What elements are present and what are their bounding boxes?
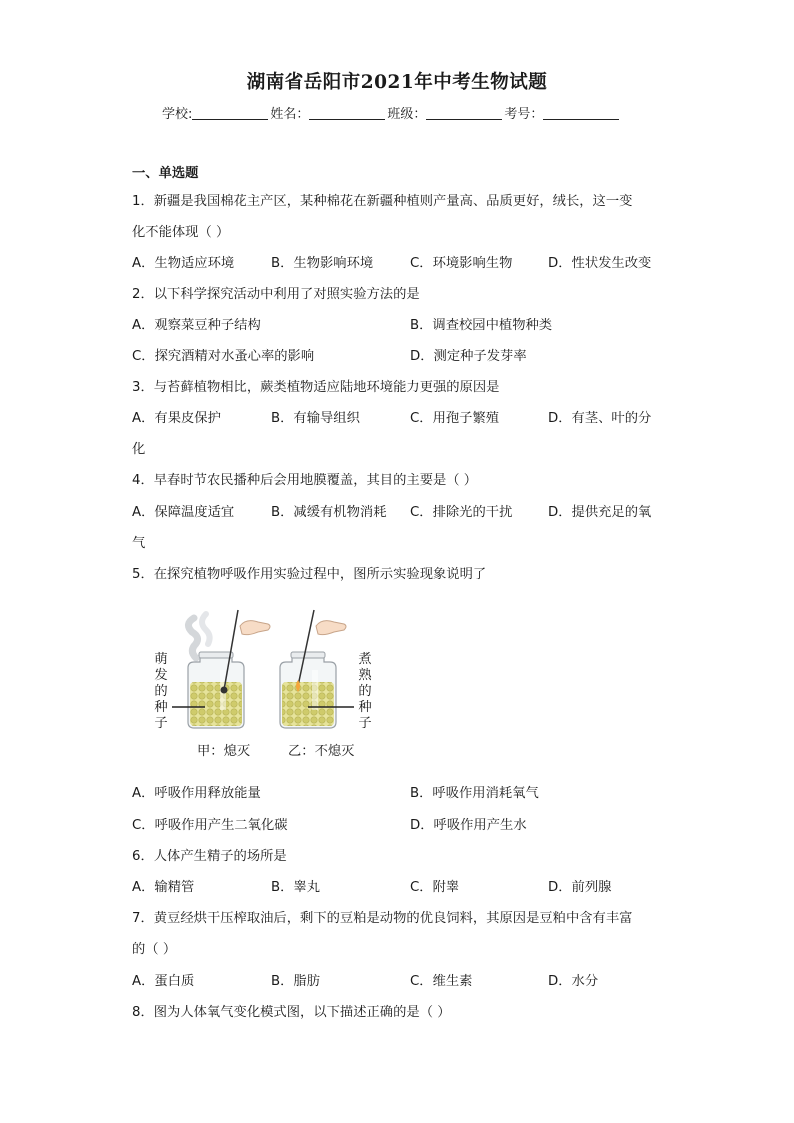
caption-yi: 乙：不熄灭 xyxy=(288,744,355,759)
smoke-icon xyxy=(188,614,209,658)
caption-jia: 甲：熄灭 xyxy=(197,744,251,759)
q3-option-c[interactable]: C．用孢子繁殖 xyxy=(410,411,500,426)
q6-option-c[interactable]: C．附睾 xyxy=(410,880,460,895)
boiled-seeds-label: 煮熟的种子 xyxy=(358,652,372,731)
question-5-text: 5．在探究植物呼吸作用实验过程中，图所示实验现象说明了 xyxy=(132,567,487,582)
question-7-text: 7．黄豆经烘干压榨取油后，剩下的豆粕是动物的优良饲料，其原因是豆粕中含有丰富 xyxy=(132,911,633,926)
question-1-text: 1．新疆是我国棉花主产区，某种棉花在新疆种植则产量高、品质更好，绒长，这一变 xyxy=(132,194,633,209)
q3-option-a[interactable]: A．有果皮保护 xyxy=(132,411,221,426)
q4-option-d[interactable]: D．提供充足的氧 xyxy=(548,505,652,520)
q7-option-b[interactable]: B．脂肪 xyxy=(271,974,321,989)
extinguished-tip xyxy=(221,687,228,694)
q3-option-d[interactable]: D．有茎、叶的分 xyxy=(548,411,652,426)
q3-option-d-wrap: 化 xyxy=(132,442,146,457)
id-field[interactable] xyxy=(543,107,619,120)
q4-option-c[interactable]: C．排除光的干扰 xyxy=(410,505,513,520)
q7-option-d[interactable]: D．水分 xyxy=(548,974,599,989)
q2-option-b[interactable]: B．调查校园中植物种类 xyxy=(410,318,553,333)
q5-option-a[interactable]: A．呼吸作用释放能量 xyxy=(132,786,261,801)
student-info-line xyxy=(162,103,621,122)
q3-option-b[interactable]: B．有输导组织 xyxy=(271,411,360,426)
q6-option-a[interactable]: A．输精管 xyxy=(132,880,195,895)
name-label: 姓名： xyxy=(270,107,310,122)
section-heading: 一、单选题 xyxy=(132,166,199,181)
q6-option-d[interactable]: D．前列腺 xyxy=(548,880,612,895)
q6-option-b[interactable]: B．睾丸 xyxy=(271,880,321,895)
question-2-text: 2．以下科学探究活动中利用了对照实验方法的是 xyxy=(132,287,420,302)
q5-option-b[interactable]: B．呼吸作用消耗氧气 xyxy=(410,786,539,801)
jar-germinating-seeds xyxy=(188,652,244,728)
question-1-text-cont: 化不能体现（ ） xyxy=(132,225,230,240)
q4-option-a[interactable]: A．保障温度适宜 xyxy=(132,505,235,520)
school-label: 学校: xyxy=(162,107,193,122)
q5-option-d[interactable]: D．呼吸作用产生水 xyxy=(410,818,527,833)
question-7-text-cont: 的（ ） xyxy=(132,942,177,957)
question-3-text: 3．与苔藓植物相比，蕨类植物适应陆地环境能力更强的原因是 xyxy=(132,380,500,395)
q1-option-a[interactable]: A．生物适应环境 xyxy=(132,256,235,271)
hand-icon xyxy=(240,621,270,635)
q2-option-d[interactable]: D．测定种子发芽率 xyxy=(410,349,527,364)
q4-option-b[interactable]: B．减缓有机物消耗 xyxy=(271,505,387,520)
experiment-figure xyxy=(150,604,370,734)
question-4-text: 4．早春时节农民播种后会用地膜覆盖，其目的主要是（ ） xyxy=(132,473,478,488)
class-field[interactable] xyxy=(426,107,502,120)
q2-option-c[interactable]: C．探究酒精对水蚤心率的影响 xyxy=(132,349,315,364)
q7-option-c[interactable]: C．维生素 xyxy=(410,974,473,989)
q1-option-c[interactable]: C．环境影响生物 xyxy=(410,256,513,271)
germinating-seeds-label: 萌发的种子 xyxy=(154,652,168,731)
q7-option-a[interactable]: A．蛋白质 xyxy=(132,974,195,989)
class-label: 班级： xyxy=(387,107,427,122)
q2-option-a[interactable]: A．观察菜豆种子结构 xyxy=(132,318,261,333)
q1-option-b[interactable]: B．生物影响环境 xyxy=(271,256,374,271)
question-8-text: 8．图为人体氧气变化模式图，以下描述正确的是（ ） xyxy=(132,1005,451,1020)
q1-option-d[interactable]: D．性状发生改变 xyxy=(548,256,652,271)
id-label: 考号： xyxy=(504,107,544,122)
jar-boiled-seeds xyxy=(280,652,336,728)
q4-option-d-wrap: 气 xyxy=(132,536,146,551)
question-6-text: 6．人体产生精子的场所是 xyxy=(132,849,287,864)
hand-icon-right xyxy=(316,621,346,635)
page-title: 湖南省岳阳市2021年中考生物试题 xyxy=(246,72,548,93)
name-field[interactable] xyxy=(309,107,385,120)
q5-option-c[interactable]: C．呼吸作用产生二氧化碳 xyxy=(132,818,288,833)
school-field[interactable] xyxy=(192,107,268,120)
